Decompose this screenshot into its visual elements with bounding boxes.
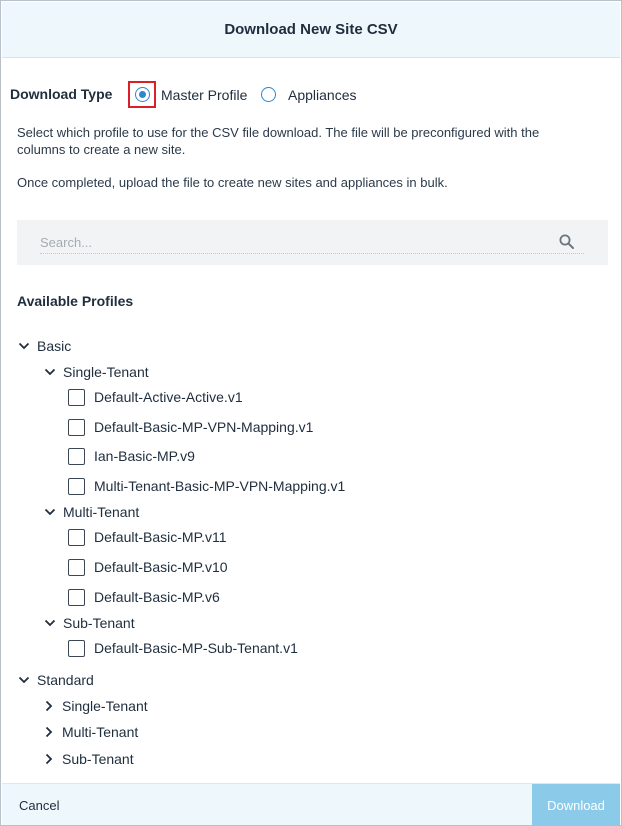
profile-checkbox[interactable] [68, 640, 85, 657]
download-button[interactable]: Download [532, 784, 620, 826]
chevron-down-icon[interactable] [44, 506, 56, 518]
profile-item-label: Ian-Basic-MP.v9 [94, 448, 195, 464]
master-profile-label[interactable]: Master Profile [161, 87, 248, 103]
tree-node-label: Basic [37, 338, 72, 354]
tree-node-standard-sub-tenant[interactable] [43, 748, 134, 770]
download-type-row [10, 81, 610, 109]
master-profile-radio[interactable] [135, 87, 150, 102]
tree-node-label: Single-Tenant [62, 698, 148, 714]
tree-node-basic-multi-tenant[interactable] [44, 501, 139, 523]
profile-checkbox[interactable] [68, 448, 85, 465]
tree-node-label: Sub-Tenant [62, 751, 134, 767]
profile-item[interactable] [68, 445, 195, 467]
tree-node-label: Multi-Tenant [63, 504, 140, 520]
tree-node-label: Sub-Tenant [63, 615, 135, 631]
chevron-right-icon[interactable] [43, 726, 55, 738]
profile-item[interactable] [68, 386, 243, 408]
description-line-3: Once completed, upload the file to create new sites and appliances in bulk. [17, 175, 448, 190]
dialog-title: Download New Site CSV [224, 21, 398, 38]
tree-node-standard-multi-tenant[interactable] [43, 721, 138, 743]
profile-item-label: Default-Basic-MP-Sub-Tenant.v1 [94, 640, 298, 656]
search-input[interactable] [40, 232, 584, 254]
chevron-down-icon[interactable] [44, 617, 56, 629]
tree-node-basic-sub-tenant[interactable] [44, 612, 135, 634]
download-type-label: Download Type [10, 86, 113, 102]
profile-item[interactable] [68, 526, 227, 548]
dialog-header [2, 2, 620, 58]
profile-checkbox[interactable] [68, 559, 85, 576]
tree-node-standard-single-tenant[interactable] [43, 695, 148, 717]
chevron-down-icon[interactable] [44, 366, 56, 378]
search-icon[interactable] [558, 233, 576, 251]
appliances-label[interactable]: Appliances [288, 87, 357, 103]
profile-checkbox[interactable] [68, 478, 85, 495]
chevron-down-icon[interactable] [18, 340, 30, 352]
profile-checkbox[interactable] [68, 419, 85, 436]
cancel-button[interactable]: Cancel [19, 798, 60, 813]
chevron-down-icon[interactable] [18, 674, 30, 686]
available-profiles-heading: Available Profiles [17, 293, 134, 309]
tree-node-standard[interactable] [18, 669, 94, 691]
dialog-footer [2, 783, 620, 825]
tree-node-basic[interactable] [18, 335, 71, 357]
profile-item-label: Default-Basic-MP-VPN-Mapping.v1 [94, 419, 314, 435]
tree-node-basic-single-tenant[interactable] [44, 361, 149, 383]
profile-checkbox[interactable] [68, 389, 85, 406]
profile-item-label: Default-Basic-MP.v11 [94, 529, 227, 545]
profile-item[interactable] [68, 475, 345, 497]
profile-item-label: Default-Active-Active.v1 [94, 389, 243, 405]
profile-item-label: Default-Basic-MP.v6 [94, 589, 220, 605]
tree-node-label: Single-Tenant [63, 364, 149, 380]
profile-item[interactable] [68, 416, 313, 438]
search-box [17, 220, 608, 265]
chevron-right-icon[interactable] [43, 700, 55, 712]
profile-item-label: Default-Basic-MP.v10 [94, 559, 228, 575]
appliances-radio[interactable] [261, 87, 276, 102]
radio-selected-dot [139, 91, 146, 98]
profile-item[interactable] [68, 586, 220, 608]
tree-node-label: Standard [37, 672, 94, 688]
profile-item[interactable] [68, 637, 298, 659]
profile-item[interactable] [68, 556, 228, 578]
tree-node-label: Multi-Tenant [62, 724, 139, 740]
description-line-1: Select which profile to use for the CSV file download. The file will be preconfigured with the [17, 125, 540, 140]
profile-checkbox[interactable] [68, 529, 85, 546]
profile-item-label: Multi-Tenant-Basic-MP-VPN-Mapping.v1 [94, 478, 346, 494]
master-profile-radio-focus[interactable] [128, 81, 156, 108]
chevron-right-icon[interactable] [43, 753, 55, 765]
description-line-2: columns to create a new site. [17, 142, 186, 157]
profile-checkbox[interactable] [68, 589, 85, 606]
